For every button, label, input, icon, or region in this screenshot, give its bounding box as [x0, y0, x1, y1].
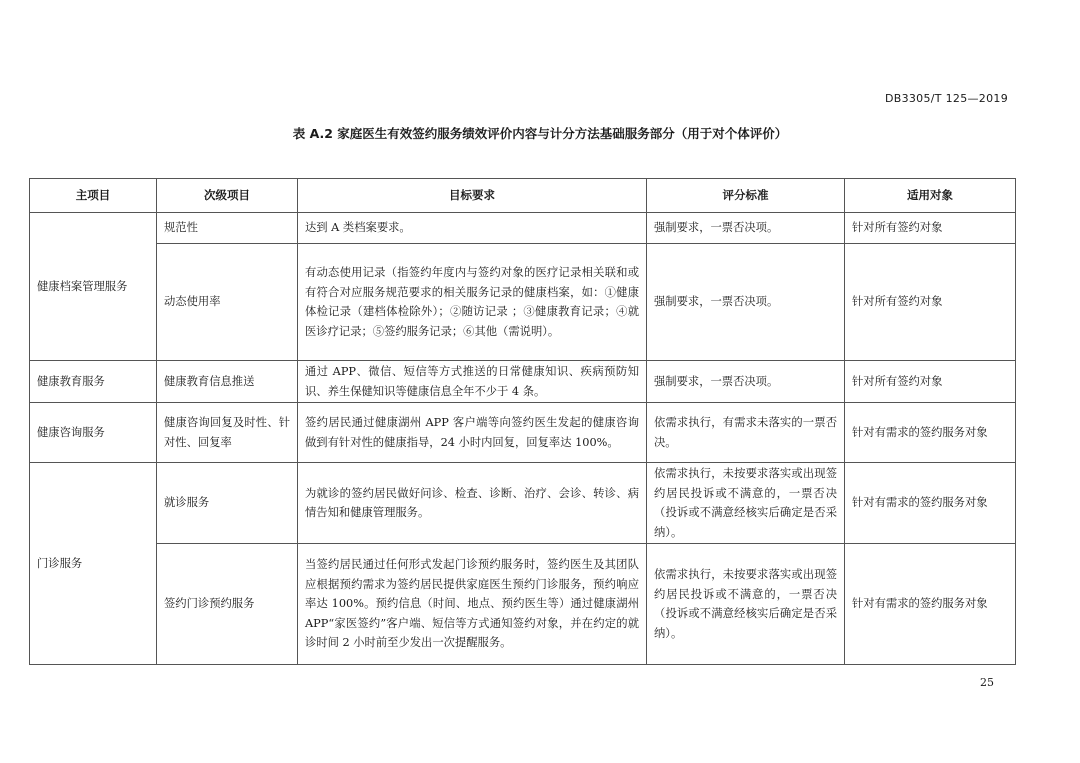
table-header-row: [30, 179, 1016, 213]
applicable-cell: 针对所有签约对象: [845, 361, 1016, 403]
sub-item-cell: 就诊服务: [157, 463, 298, 544]
page-number: 25: [980, 676, 994, 689]
sub-item-cell: 规范性: [157, 213, 298, 244]
table-row: [30, 244, 1016, 361]
table-row: [30, 463, 1016, 544]
evaluation-table: [29, 178, 1016, 665]
document-code: DB3305/T 125—2019: [884, 92, 1008, 105]
main-item-cell: 健康教育服务: [30, 361, 157, 403]
header-target: 目标要求: [298, 179, 647, 213]
applicable-cell: 针对有需求的签约服务对象: [845, 463, 1016, 544]
applicable-cell: 针对有需求的签约服务对象: [845, 544, 1016, 665]
scoring-cell: 强制要求，一票否决项。: [647, 213, 845, 244]
applicable-cell: 针对所有签约对象: [845, 244, 1016, 361]
scoring-cell: 强制要求，一票否决项。: [647, 361, 845, 403]
applicable-cell: 针对所有签约对象: [845, 213, 1016, 244]
target-cell: 通过 APP、微信、短信等方式推送的日常健康知识、疾病预防知识、养生保健知识等健康信息全年不少于 4 条。: [298, 361, 647, 403]
applicable-cell: 针对有需求的签约服务对象: [845, 403, 1016, 463]
target-cell: 有动态使用记录（指签约年度内与签约对象的医疗记录相关联和或有符合对应服务规范要求的相关服务记录的健康档案，如：①健康体检记录（建档体检除外）；②随访记录 ；③健康教育记录；④就医诊疗记录；⑤签约服务记录；⑥其他（需说明）。: [298, 244, 647, 361]
target-cell: 当签约居民通过任何形式发起门诊预约服务时，签约医生及其团队应根据预约需求为签约居民提供家庭医生预约门诊服务，预约响应率达 100%。预约信息（时间、地点、预约医生等）通过健康湖州 APP“家医签约”客户端、短信等方式通知签约对象，并在约定的就诊时间 2 小时前至少发出一次提醒服务。: [298, 544, 647, 665]
target-cell: 达到 A 类档案要求。: [298, 213, 647, 244]
header-main-item: 主项目: [30, 179, 157, 213]
sub-item-cell: 健康咨询回复及时性、针对性、回复率: [157, 403, 298, 463]
target-cell: 为就诊的签约居民做好问诊、检查、诊断、治疗、会诊、转诊、病情告知和健康管理服务。: [298, 463, 647, 544]
table-row: [30, 403, 1016, 463]
sub-item-cell: 健康教育信息推送: [157, 361, 298, 403]
scoring-cell: 强制要求，一票否决项。: [647, 244, 845, 361]
sub-item-cell: 签约门诊预约服务: [157, 544, 298, 665]
header-applicable: 适用对象: [845, 179, 1016, 213]
main-item-cell: 健康档案管理服务: [30, 213, 157, 361]
scoring-cell: 依需求执行，未按要求落实或出现签约居民投诉或不满意的，一票否决（投诉或不满意经核实后确定是否采纳）。: [647, 463, 845, 544]
sub-item-cell: 动态使用率: [157, 244, 298, 361]
main-item-cell: 门诊服务: [30, 463, 157, 665]
header-scoring: 评分标准: [647, 179, 845, 213]
table-row: [30, 213, 1016, 244]
table-title: 表 A.2 家庭医生有效签约服务绩效评价内容与计分方法基础服务部分（用于对个体评价）: [292, 126, 788, 141]
table-row: [30, 544, 1016, 665]
main-item-cell: 健康咨询服务: [30, 403, 157, 463]
table-row: [30, 361, 1016, 403]
header-sub-item: 次级项目: [157, 179, 298, 213]
target-cell: 签约居民通过健康湖州 APP 客户端等向签约医生发起的健康咨询做到有针对性的健康指导，24 小时内回复，回复率达 100%。: [298, 403, 647, 463]
scoring-cell: 依需求执行，未按要求落实或出现签约居民投诉或不满意的，一票否决（投诉或不满意经核实后确定是否采纳）。: [647, 544, 845, 665]
scoring-cell: 依需求执行，有需求未落实的一票否决。: [647, 403, 845, 463]
